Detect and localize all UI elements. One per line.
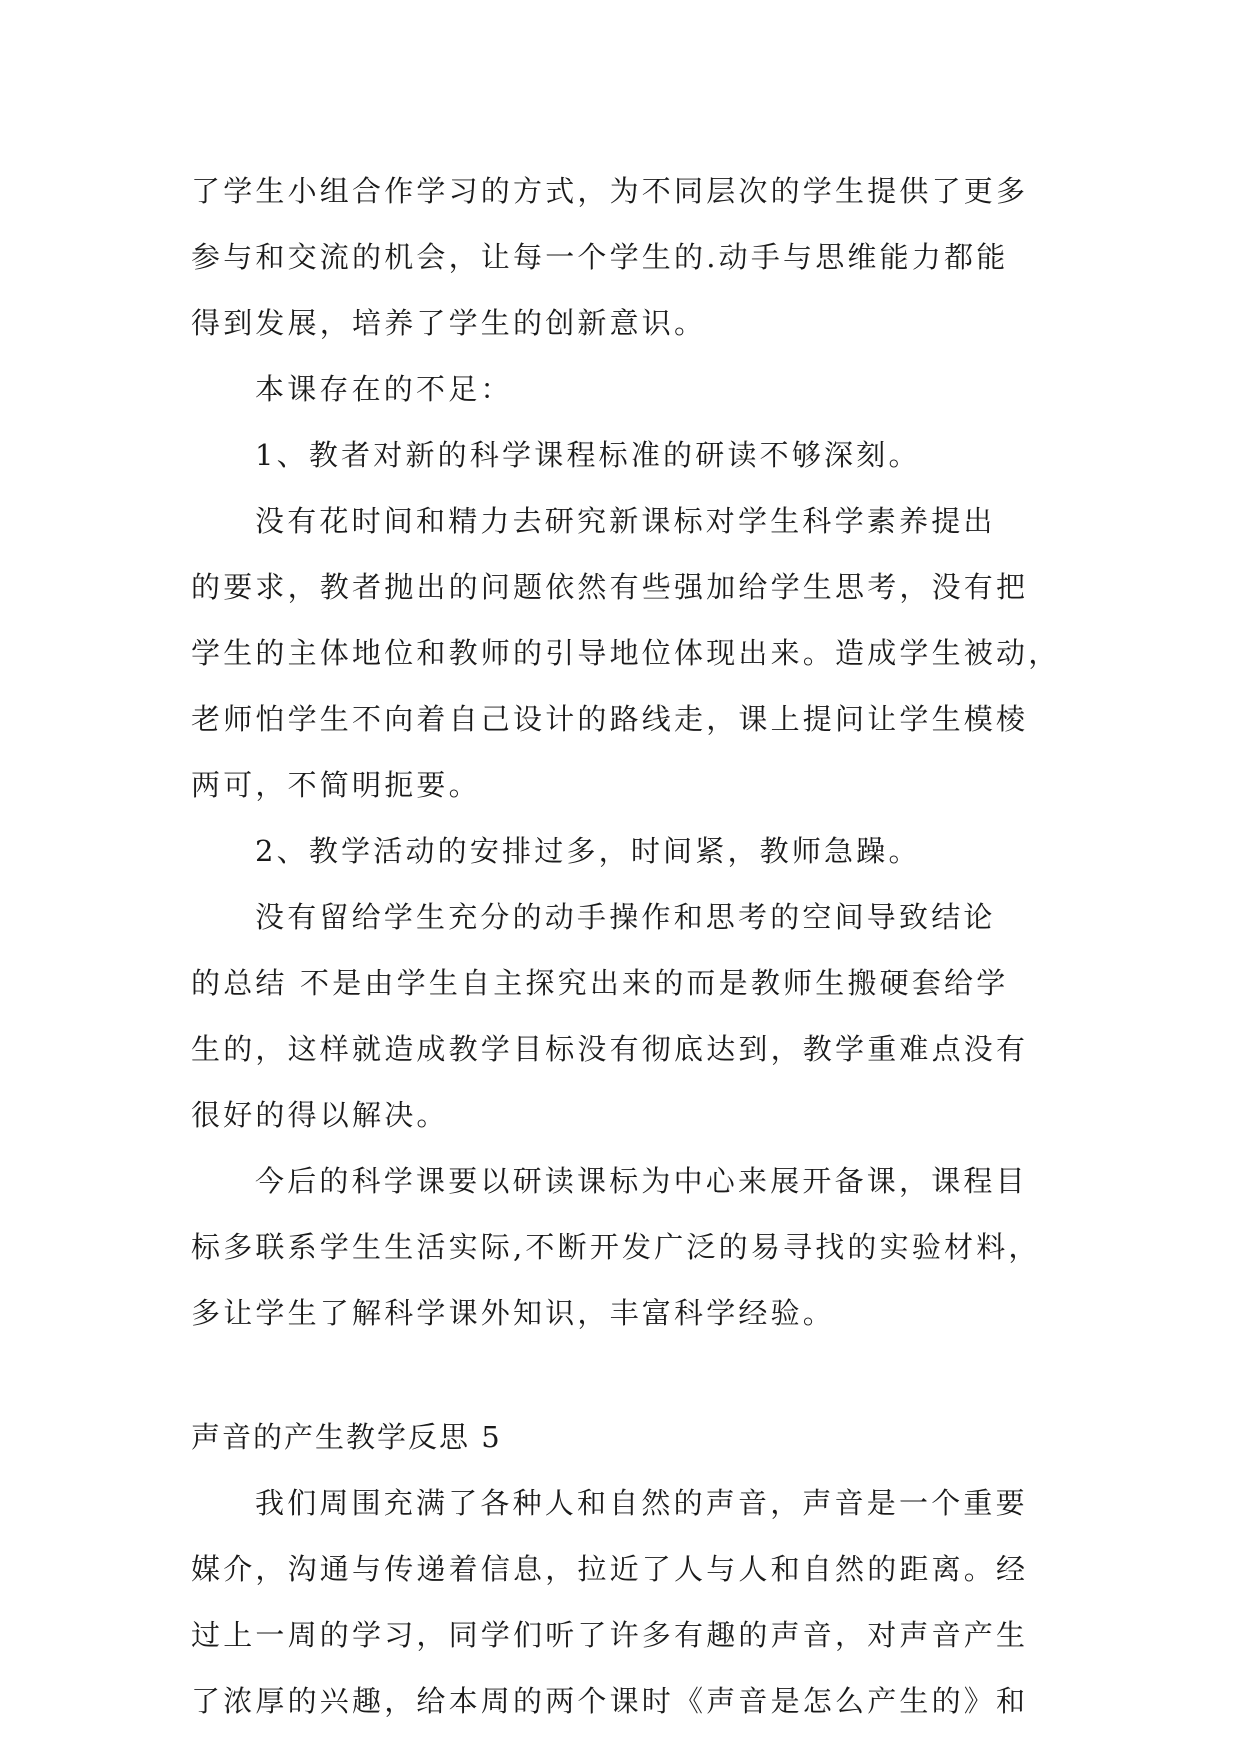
paragraph-line: 多让学生了解科学课外知识，丰富科学经验。 <box>191 1296 836 1330</box>
paragraph-line: 的总结 不是由学生自主探究出来的而是教师生搬硬套给学 <box>191 966 1009 1000</box>
paragraph-line: 没有留给学生充分的动手操作和思考的空间导致结论 <box>255 900 996 934</box>
section-heading: 声音的产生教学反思 5 <box>191 1420 502 1454</box>
paragraph-line: 媒介，沟通与传递着信息，拉近了人与人和自然的距离。经 <box>191 1552 1029 1586</box>
paragraph-line: 没有花时间和精力去研究新课标对学生科学素养提出 <box>255 504 996 538</box>
document-page <box>191 158 1061 1734</box>
paragraph-line: 了学生小组合作学习的方式，为不同层次的学生提供了更多 <box>191 174 1029 208</box>
paragraph-line: 今后的科学课要以研读课标为中心来展开备课，课程目 <box>255 1164 1028 1198</box>
paragraph-line: 本课存在的不足： <box>255 372 513 406</box>
paragraph-line: 1、教者对新的科学课程标准的研读不够深刻。 <box>255 438 921 472</box>
paragraph-line: 学生的主体地位和教师的引导地位体现出来。造成学生被动， <box>191 636 1061 670</box>
paragraph-line: 很好的得以解决。 <box>191 1098 449 1132</box>
paragraph-line: 标多联系学生生活实际,不断开发广泛的易寻找的实验材料， <box>191 1230 1041 1264</box>
paragraph-line: 了浓厚的兴趣，给本周的两个课时《声音是怎么产生的》和 <box>191 1684 1029 1718</box>
paragraph-line: 参与和交流的机会，让每一个学生的.动手与思维能力都能 <box>191 240 1009 274</box>
paragraph-line: 我们周围充满了各种人和自然的声音，声音是一个重要 <box>255 1486 1028 1520</box>
paragraph-line: 生的，这样就造成教学目标没有彻底达到，教学重难点没有 <box>191 1032 1029 1066</box>
paragraph-line: 过上一周的学习，同学们听了许多有趣的声音，对声音产生 <box>191 1618 1029 1652</box>
paragraph-line: 两可，不简明扼要。 <box>191 768 481 802</box>
paragraph-line: 2、教学活动的安排过多，时间紧，教师急躁。 <box>255 834 921 868</box>
paragraph-line: 的要求，教者抛出的问题依然有些强加给学生思考，没有把 <box>191 570 1029 604</box>
paragraph-line: 老师怕学生不向着自己设计的路线走，课上提问让学生模棱 <box>191 702 1029 736</box>
paragraph-line: 得到发展，培养了学生的创新意识。 <box>191 306 707 340</box>
